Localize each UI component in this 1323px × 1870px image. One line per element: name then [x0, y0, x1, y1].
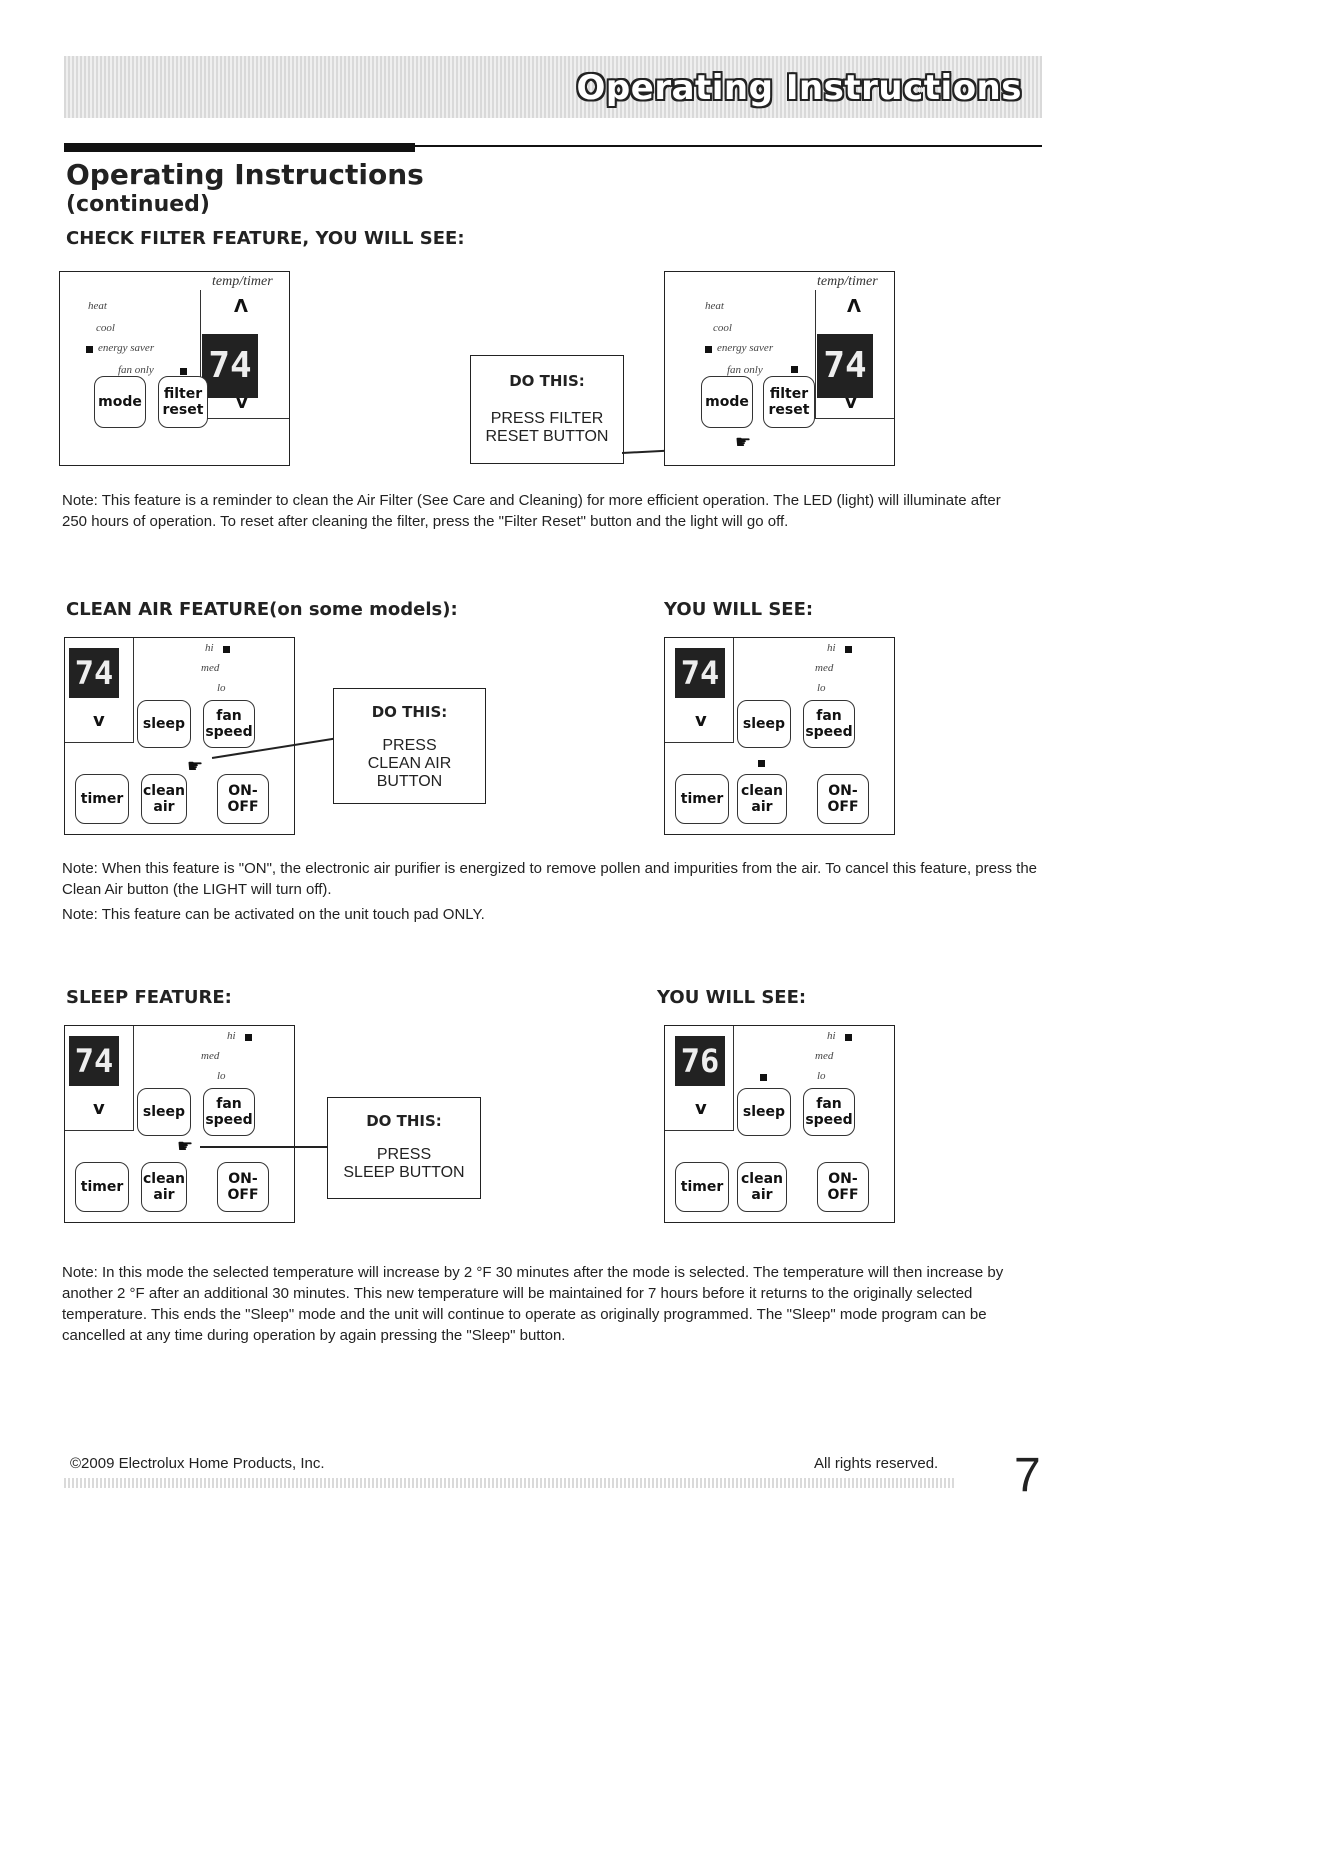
- fan-only-indicator: [180, 368, 187, 375]
- filter-reset-button[interactable]: filter reset: [158, 376, 208, 428]
- med-label: med: [815, 662, 834, 674]
- clean-air-button[interactable]: clean air: [737, 774, 787, 824]
- hi-label: hi: [827, 1030, 836, 1042]
- sleep-led-indicator: [760, 1074, 767, 1081]
- clean-air-note: Note: When this feature is "ON", the electronic air purifier is energized to remove pollen and impurities from the air. To cancel this feature, press the Clean Air button (the LIGHT will turn off).: [62, 860, 1037, 898]
- energy-saver-indicator: [705, 346, 712, 353]
- sleep-button[interactable]: sleep: [737, 1088, 791, 1136]
- hi-label: hi: [827, 642, 836, 654]
- temp-timer-label: temp/timer: [212, 274, 273, 289]
- sleep-panel-after: [664, 1025, 895, 1223]
- do-this-line: BUTTON: [376, 773, 443, 790]
- temperature-display: 74: [69, 648, 119, 698]
- up-arrow-icon[interactable]: Λ: [847, 296, 861, 317]
- footer-bar: [64, 1478, 954, 1488]
- do-this-line: RESET BUTTON: [485, 428, 609, 445]
- header-banner: [64, 56, 1042, 118]
- energy-saver-label: energy saver: [98, 342, 155, 354]
- sleep-button[interactable]: sleep: [137, 700, 191, 748]
- hi-label: hi: [227, 1030, 236, 1042]
- do-this-line: SLEEP BUTTON: [343, 1164, 465, 1181]
- hi-label: hi: [205, 642, 214, 654]
- hi-indicator: [223, 646, 230, 653]
- energy-saver-indicator: [86, 346, 93, 353]
- page-title: Operating Instructions: [66, 158, 424, 191]
- do-this-filter-box: [470, 355, 624, 464]
- clean-air-note-touchpad: Note: This feature can be activated on the unit touch pad ONLY.: [62, 906, 485, 923]
- fan-only-label: fan only: [118, 364, 154, 376]
- do-this-line: PRESS: [376, 1146, 432, 1163]
- on-off-button[interactable]: ON- OFF: [817, 1162, 869, 1212]
- do-this-line: PRESS FILTER: [490, 410, 604, 427]
- lo-label: lo: [817, 682, 826, 694]
- page-subtitle: (continued): [66, 192, 210, 217]
- heat-label: heat: [705, 300, 724, 312]
- temperature-display: 74: [675, 648, 725, 698]
- hi-indicator: [845, 646, 852, 653]
- down-arrow-icon[interactable]: v: [93, 710, 105, 731]
- filter-led-indicator: [791, 366, 798, 373]
- sleep-button[interactable]: sleep: [737, 700, 791, 748]
- up-arrow-icon[interactable]: Λ: [234, 296, 248, 317]
- timer-button[interactable]: timer: [675, 774, 729, 824]
- hi-indicator: [245, 1034, 252, 1041]
- clean-air-panel-before: [64, 637, 295, 835]
- down-arrow-icon[interactable]: v: [695, 710, 707, 731]
- clean-air-heading: CLEAN AIR FEATURE(on some models):: [66, 599, 458, 620]
- filter-panel-after: [664, 271, 895, 466]
- pointing-hand-icon: ☛: [735, 432, 752, 453]
- sleep-note: Note: In this mode the selected temperature will increase by 2 °F 30 minutes after the mode is selected. The temperature will then increase by another 2 °F after an additional 30 minutes. This new temperature will be maintained for 7 hours before it returns to the originally selected temperature. This ends the "Sleep" mode and the unit will continue to operate as originally programmed. The "Sleep" mode program can be cancelled at any time during operation by again pressing the "Sleep" button.: [62, 1264, 1004, 1344]
- do-this-title: DO THIS:: [366, 1112, 442, 1130]
- clean-air-you-will-see: YOU WILL SEE:: [664, 599, 814, 620]
- do-this-clean-air-box: [333, 688, 486, 804]
- filter-reset-button[interactable]: filter reset: [763, 376, 815, 428]
- filter-note: Note: This feature is a reminder to clean the Air Filter (See Care and Cleaning) for more efficient operation. The LED (light) will illuminate after 250 hours of operation. To reset after cleaning the filter, press the "Filter Reset" button and the light will go off.: [62, 492, 1001, 530]
- down-arrow-icon[interactable]: v: [93, 1098, 105, 1119]
- lo-label: lo: [817, 1070, 826, 1082]
- fan-speed-button[interactable]: fan speed: [203, 1088, 255, 1136]
- med-label: med: [201, 662, 220, 674]
- down-arrow-icon[interactable]: v: [236, 392, 248, 413]
- down-arrow-icon[interactable]: v: [695, 1098, 707, 1119]
- banner-title: Operating Instructions: [576, 68, 1022, 108]
- mode-button[interactable]: mode: [701, 376, 753, 428]
- do-this-sleep-box: [327, 1097, 481, 1199]
- fan-speed-button[interactable]: fan speed: [803, 1088, 855, 1136]
- sleep-panel-before: [64, 1025, 295, 1223]
- page-number: 7: [1014, 1449, 1041, 1502]
- clean-air-panel-after: [664, 637, 895, 835]
- clean-air-button[interactable]: clean air: [141, 774, 187, 824]
- heat-label: heat: [88, 300, 107, 312]
- do-this-line: CLEAN AIR: [367, 755, 452, 772]
- med-label: med: [201, 1050, 220, 1062]
- do-this-title: DO THIS:: [509, 372, 585, 390]
- on-off-button[interactable]: ON- OFF: [217, 774, 269, 824]
- energy-saver-label: energy saver: [717, 342, 774, 354]
- temperature-display: 76: [675, 1036, 725, 1086]
- timer-button[interactable]: timer: [75, 1162, 129, 1212]
- copyright: ©2009 Electrolux Home Products, Inc.: [70, 1455, 325, 1472]
- do-this-line: PRESS: [382, 737, 437, 754]
- title-rule-accent: [64, 143, 415, 152]
- temperature-display: 74: [202, 334, 258, 398]
- fan-only-label: fan only: [727, 364, 763, 376]
- temperature-display: 74: [817, 334, 873, 398]
- hi-indicator: [845, 1034, 852, 1041]
- lo-label: lo: [217, 1070, 226, 1082]
- down-arrow-icon[interactable]: v: [845, 392, 857, 413]
- cool-label: cool: [713, 322, 732, 334]
- lo-label: lo: [217, 682, 226, 694]
- mode-button[interactable]: mode: [94, 376, 146, 428]
- timer-button[interactable]: timer: [75, 774, 129, 824]
- med-label: med: [815, 1050, 834, 1062]
- pointer-line: [200, 1146, 328, 1148]
- on-off-button[interactable]: ON- OFF: [217, 1162, 269, 1212]
- check-filter-heading: CHECK FILTER FEATURE, YOU WILL SEE:: [66, 228, 465, 249]
- temperature-display: 74: [69, 1036, 119, 1086]
- do-this-title: DO THIS:: [371, 703, 448, 721]
- fan-speed-button[interactable]: fan speed: [203, 700, 255, 748]
- clean-air-button[interactable]: clean air: [141, 1162, 187, 1212]
- cool-label: cool: [96, 322, 115, 334]
- temp-timer-label: temp/timer: [817, 274, 878, 289]
- fan-speed-button[interactable]: fan speed: [803, 700, 855, 748]
- sleep-you-will-see: YOU WILL SEE:: [657, 987, 807, 1008]
- on-off-button[interactable]: ON- OFF: [817, 774, 869, 824]
- sleep-button[interactable]: sleep: [137, 1088, 191, 1136]
- sleep-heading: SLEEP FEATURE:: [66, 987, 232, 1008]
- clean-air-button[interactable]: clean air: [737, 1162, 787, 1212]
- rights-reserved: All rights reserved.: [814, 1455, 939, 1472]
- pointing-hand-icon: ☛: [177, 1136, 194, 1157]
- filter-panel-before: [59, 271, 290, 466]
- pointing-hand-icon: ☛: [187, 756, 204, 777]
- timer-button[interactable]: timer: [675, 1162, 729, 1212]
- clean-air-led-indicator: [758, 760, 765, 767]
